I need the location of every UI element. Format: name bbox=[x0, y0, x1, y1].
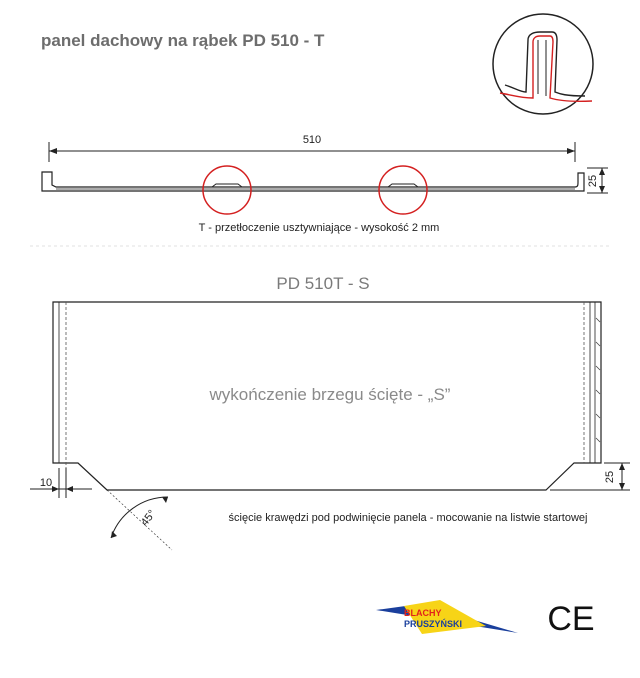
cut-note: ścięcie krawędzi pod podwinięcie panela - mocowanie na listwie startowej bbox=[228, 512, 588, 524]
right-seam-clips bbox=[596, 318, 600, 442]
detail-circle bbox=[493, 14, 593, 114]
dim-arrow-right bbox=[567, 148, 575, 154]
dim-height-label: 25 bbox=[587, 174, 599, 188]
seam-detail bbox=[493, 14, 593, 114]
angle-arc bbox=[111, 497, 168, 538]
logo-text-line1: BLACHY bbox=[404, 608, 442, 618]
ce-mark: CE bbox=[547, 600, 595, 638]
dim-panel-height-label: 25 bbox=[604, 470, 616, 484]
profile-outline bbox=[42, 172, 584, 191]
logo-text-line2: PRUSZYŃSKI bbox=[404, 619, 463, 629]
blachy-pruszynski-logo bbox=[376, 600, 518, 634]
profile-section bbox=[42, 134, 608, 234]
panel-view bbox=[30, 274, 630, 550]
dim-arrow-left bbox=[49, 148, 57, 154]
dim-width-label: 510 bbox=[302, 134, 322, 146]
stiffening-circle-1 bbox=[203, 166, 251, 214]
dim-h-arrow-top bbox=[599, 168, 605, 175]
angle-arrow-2 bbox=[111, 531, 117, 538]
dim-h-arrow-bottom bbox=[599, 186, 605, 193]
dim-25-arrow-bottom bbox=[619, 483, 625, 490]
angle-arrow-1 bbox=[162, 497, 168, 503]
dim-10-arrow-right bbox=[66, 486, 73, 492]
edge-finish-label: wykończenie brzegu ścięte - „S” bbox=[209, 385, 451, 404]
page-title: panel dachowy na rąbek PD 510 - T bbox=[41, 31, 325, 50]
stiffening-circle-2 bbox=[379, 166, 427, 214]
dim-10-arrow-left bbox=[52, 486, 59, 492]
stiffening-note: T - przetłoczenie usztywniające - wysokość 2 mm bbox=[198, 222, 440, 234]
detail-profile-inner bbox=[538, 40, 546, 96]
dim-25-arrow-top bbox=[619, 463, 625, 470]
detail-profile-outer bbox=[505, 32, 585, 96]
dim-offset-label: 10 bbox=[39, 477, 53, 489]
panel-title: PD 510T - S bbox=[276, 274, 370, 293]
angle-label: 45° bbox=[138, 507, 159, 529]
